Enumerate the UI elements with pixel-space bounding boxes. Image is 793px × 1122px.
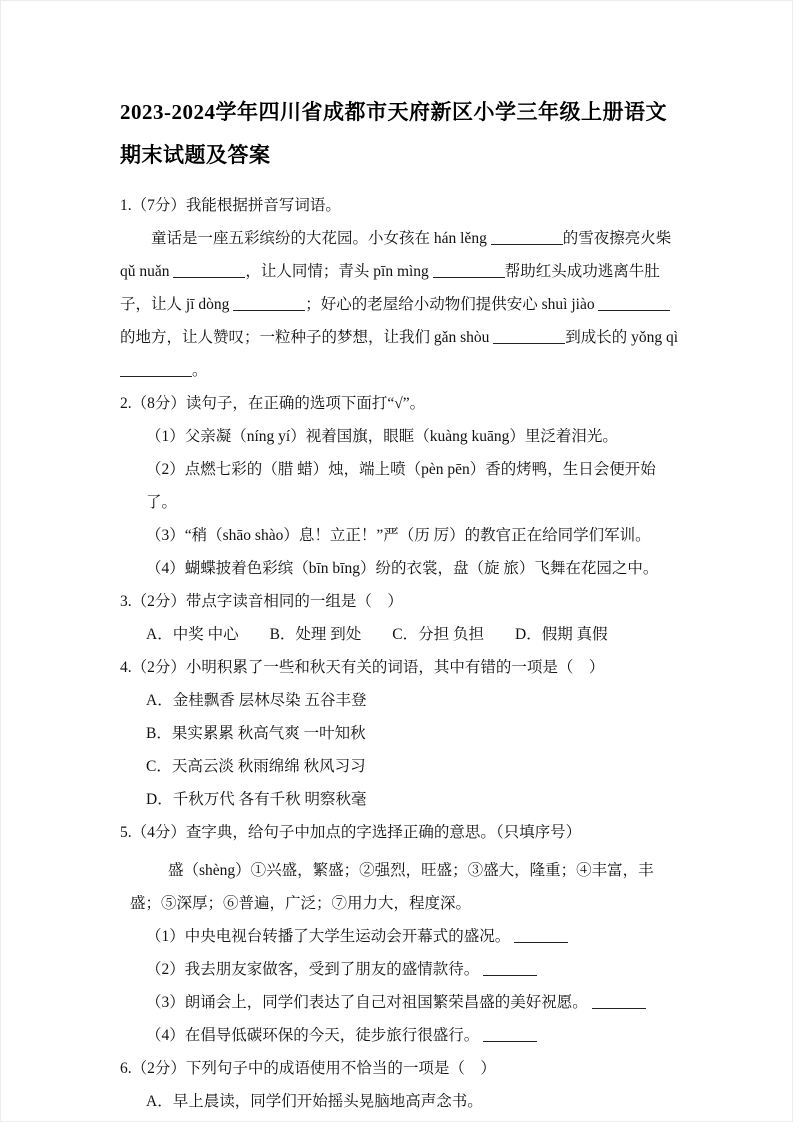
answer-blank — [483, 1039, 537, 1042]
document-content — [120, 91, 680, 1118]
q2-item-3: （3）“稍（shāo shào）息！立正！”严（历 厉）的教官正在给同学们军训。 — [146, 527, 651, 544]
q1-text-segment: 的地方，让人赞叹；一粒种子的梦想，让我们 gǎn shòu — [120, 329, 494, 346]
answer-blank — [483, 973, 537, 976]
q5-item-text: （3）朗诵会上，同学们表达了自己对祖国繁荣昌盛的美好祝愿。 — [146, 994, 588, 1011]
q5-item-1 — [120, 920, 680, 953]
q3-options-line: A．中奖 中心 B．处理 到处 C．分担 负担 D．假期 真假 — [146, 626, 608, 643]
answer-blank — [433, 275, 505, 278]
question-6 — [120, 1052, 680, 1118]
q2-item-1: （1）父亲凝（níng yí）视着国旗，眼眶（kuàng kuāng）里泛着泪光。 — [146, 428, 618, 445]
q5-dictionary-entry: 盛（shèng）①兴盛，繁盛；②强烈，旺盛；③盛大，隆重；④丰富，丰盛；⑤深厚；⑥普遍，广泛；⑦用力大，程度深。 — [130, 862, 654, 912]
q5-item-2 — [120, 953, 680, 986]
question-1 — [120, 189, 680, 387]
answer-blank — [514, 940, 568, 943]
q1-text-segment: ，让人同情；青头 pīn mìng — [245, 263, 433, 280]
answer-blank — [233, 308, 305, 311]
q6-option-a: A．早上晨读，同学们开始摇头晃脑地高声念书。 — [146, 1093, 483, 1110]
question-4-header: 4.（2分）小明积累了一些和秋天有关的词语，其中有错的一项是（ ） — [120, 659, 605, 676]
document-title: 2023-2024学年四川省成都市天府新区小学三年级上册语文期末试题及答案 — [120, 100, 667, 167]
q1-text-segment: 童话是一座五彩缤纷的大花园。小女孩在 hán lěng — [151, 230, 491, 247]
answer-blank — [120, 374, 192, 377]
q2-item-2: （2）点燃七彩的（腊 蜡）烛，端上喷（pèn pēn）香的烤鸭，生日会便开始了。 — [146, 461, 656, 511]
q2-item-4: （4）蝴蝶披着色彩缤（bīn bīng）纷的衣裳，盘（旋 旅）飞舞在花园之中。 — [146, 560, 659, 577]
question-4 — [120, 651, 680, 816]
answer-blank — [592, 1006, 646, 1009]
q4-option-c: C．天高云淡 秋雨绵绵 秋风习习 — [146, 758, 366, 775]
question-2-header: 2.（8分）读句子，在正确的选项下面打“√”。 — [120, 395, 426, 412]
q4-option-d: D．千秋万代 各有千秋 明察秋毫 — [146, 791, 367, 808]
question-3 — [120, 585, 680, 651]
question-5-header: 5.（4分）查字典，给句子中加点的字选择正确的意思。（只填序号） — [120, 824, 582, 841]
q1-text-segment: 的雪夜擦亮火柴 qǔ nuǎn — [120, 230, 672, 280]
q5-item-4 — [120, 1019, 680, 1052]
question-1-header: 1.（7分）我能根据拼音写词语。 — [120, 197, 341, 214]
q5-item-text: （2）我去朋友家做客，受到了朋友的盛情款待。 — [146, 961, 480, 978]
question-3-header: 3.（2分）带点字读音相同的一组是（ ） — [120, 593, 403, 610]
q5-item-text: （1）中央电视台转播了大学生运动会开幕式的盛况。 — [146, 928, 511, 945]
answer-blank — [493, 341, 565, 344]
question-1-body — [120, 222, 680, 387]
q5-item-text: （4）在倡导低碳环保的今天，徒步旅行很盛行。 — [146, 1027, 480, 1044]
q4-option-a: A．金桂飘香 层林尽染 五谷丰登 — [146, 692, 367, 709]
q1-text-segment: 。 — [192, 362, 208, 379]
q5-item-3 — [120, 986, 680, 1019]
answer-blank — [173, 275, 245, 278]
q1-text-segment: ；好心的老屋给小动物们提供安心 shuì jiào — [305, 296, 599, 313]
question-5 — [120, 816, 680, 1052]
question-2 — [120, 387, 680, 585]
q1-text-segment: 到成长的 yǒng qì — [565, 329, 679, 346]
q4-option-b: B．果实累累 秋高气爽 一叶知秋 — [146, 725, 366, 742]
answer-blank — [598, 308, 670, 311]
answer-blank — [491, 242, 563, 245]
q1-text-segment: 帮助红头成功逃离牛肚子，让人 jī dòng — [120, 263, 660, 313]
question-6-header: 6.（2分）下列句子中的成语使用不恰当的一项是（ ） — [120, 1060, 496, 1077]
